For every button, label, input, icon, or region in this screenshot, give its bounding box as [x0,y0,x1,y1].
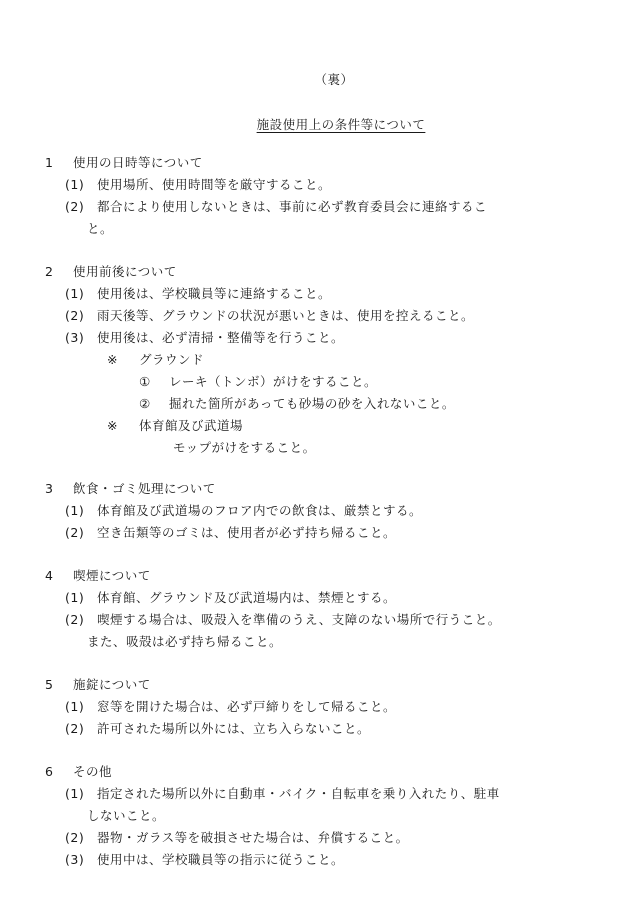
list-item [45,609,590,631]
item-text: 器物・ガラス等を破損させた場合は、弁償すること。 [97,830,409,845]
sub-item-number: ② [139,396,151,411]
list-item [45,783,590,805]
page-label [0,70,630,88]
item-number: (2) [65,199,85,214]
item-text: 雨天後等、グラウンドの状況が悪いときは、使用を控えること。 [97,308,475,323]
item-text: 使用場所、使用時間等を厳守すること。 [97,177,332,192]
section-heading [45,565,590,587]
section-3 [45,478,590,544]
list-item [45,696,590,718]
list-item [45,587,590,609]
list-item [45,174,590,196]
list-item [45,500,590,522]
note-text: 体育館及び武道場 [139,418,244,433]
item-number: (1) [65,286,85,301]
section-heading [45,674,590,696]
section-number: 3 [45,481,54,496]
section-heading-text: 飲食・ゴミ処理について [73,481,216,496]
section-2 [45,261,590,459]
list-item [45,196,590,218]
item-continuation: しないこと。 [87,808,166,823]
list-item [45,305,590,327]
item-number: (1) [65,590,85,605]
section-number: 2 [45,264,54,279]
list-item [45,327,590,349]
item-text: 空き缶類等のゴミは、使用者が必ず持ち帰ること。 [97,525,397,540]
item-text: 喫煙する場合は、吸殻入を準備のうえ、支障のない場所で行うこと。 [97,612,501,627]
section-heading-text: 使用前後について [73,264,177,279]
section-4 [45,565,590,653]
sub-item-number: ① [139,374,151,389]
section-number: 5 [45,677,54,692]
item-number: (1) [65,177,85,192]
note-text: グラウンド [139,352,205,367]
list-item [45,283,590,305]
section-heading [45,478,590,500]
section-heading [45,152,590,174]
document-title [0,115,630,133]
item-text: 使用中は、学校職員等の指示に従うこと。 [97,852,345,867]
section-heading [45,761,590,783]
item-number: (2) [65,308,85,323]
note-item [45,415,590,437]
section-1 [45,152,590,240]
list-item [45,849,590,871]
section-heading-text: 喫煙について [73,568,151,583]
item-number: (1) [65,503,85,518]
item-continuation: また、吸殻は必ず持ち帰ること。 [87,634,283,649]
section-heading-text: 使用の日時等について [73,155,203,170]
item-number: (2) [65,830,85,845]
item-text: 都合により使用しないときは、事前に必ず教育委員会に連絡するこ [97,199,488,214]
note-detail: モップがけをすること。 [173,440,316,455]
document-title-text: 施設使用上の条件等について [256,117,426,132]
note-mark: ※ [107,352,118,367]
item-text: 体育館、グラウンド及び武道場内は、禁煙とする。 [97,590,397,605]
sub-item-text: 掘れた箇所があっても砂場の砂を入れないこと。 [169,396,455,411]
item-number: (2) [65,612,85,627]
sub-item [45,371,590,393]
section-5 [45,674,590,740]
page-label-text: （裏） [314,72,354,87]
section-6 [45,761,590,871]
section-heading-text: 施錠について [73,677,151,692]
section-heading [45,261,590,283]
item-continuation: と。 [87,221,114,236]
section-number: 6 [45,764,54,779]
item-number: (1) [65,786,85,801]
list-item [45,522,590,544]
note-mark: ※ [107,418,118,433]
list-item [45,827,590,849]
section-number: 4 [45,568,54,583]
item-number: (2) [65,525,85,540]
sub-item-text: レーキ（トンボ）がけをすること。 [169,374,378,389]
item-number: (3) [65,330,85,345]
note-item [45,349,590,371]
item-number: (2) [65,721,85,736]
item-text: 使用後は、必ず清掃・整備等を行うこと。 [97,330,345,345]
section-number: 1 [45,155,54,170]
item-text: 指定された場所以外に自動車・バイク・自転車を乗り入れたり、駐車 [97,786,500,801]
list-item [45,718,590,740]
item-text: 使用後は、学校職員等に連絡すること。 [97,286,332,301]
section-heading-text: その他 [73,764,113,779]
sub-item [45,393,590,415]
item-text: 体育館及び武道場のフロア内での飲食は、厳禁とする。 [97,503,423,518]
item-text: 窓等を開けた場合は、必ず戸締りをして帰ること。 [97,699,397,714]
item-number: (3) [65,852,85,867]
item-text: 許可された場所以外には、立ち入らないこと。 [97,721,371,736]
item-number: (1) [65,699,85,714]
